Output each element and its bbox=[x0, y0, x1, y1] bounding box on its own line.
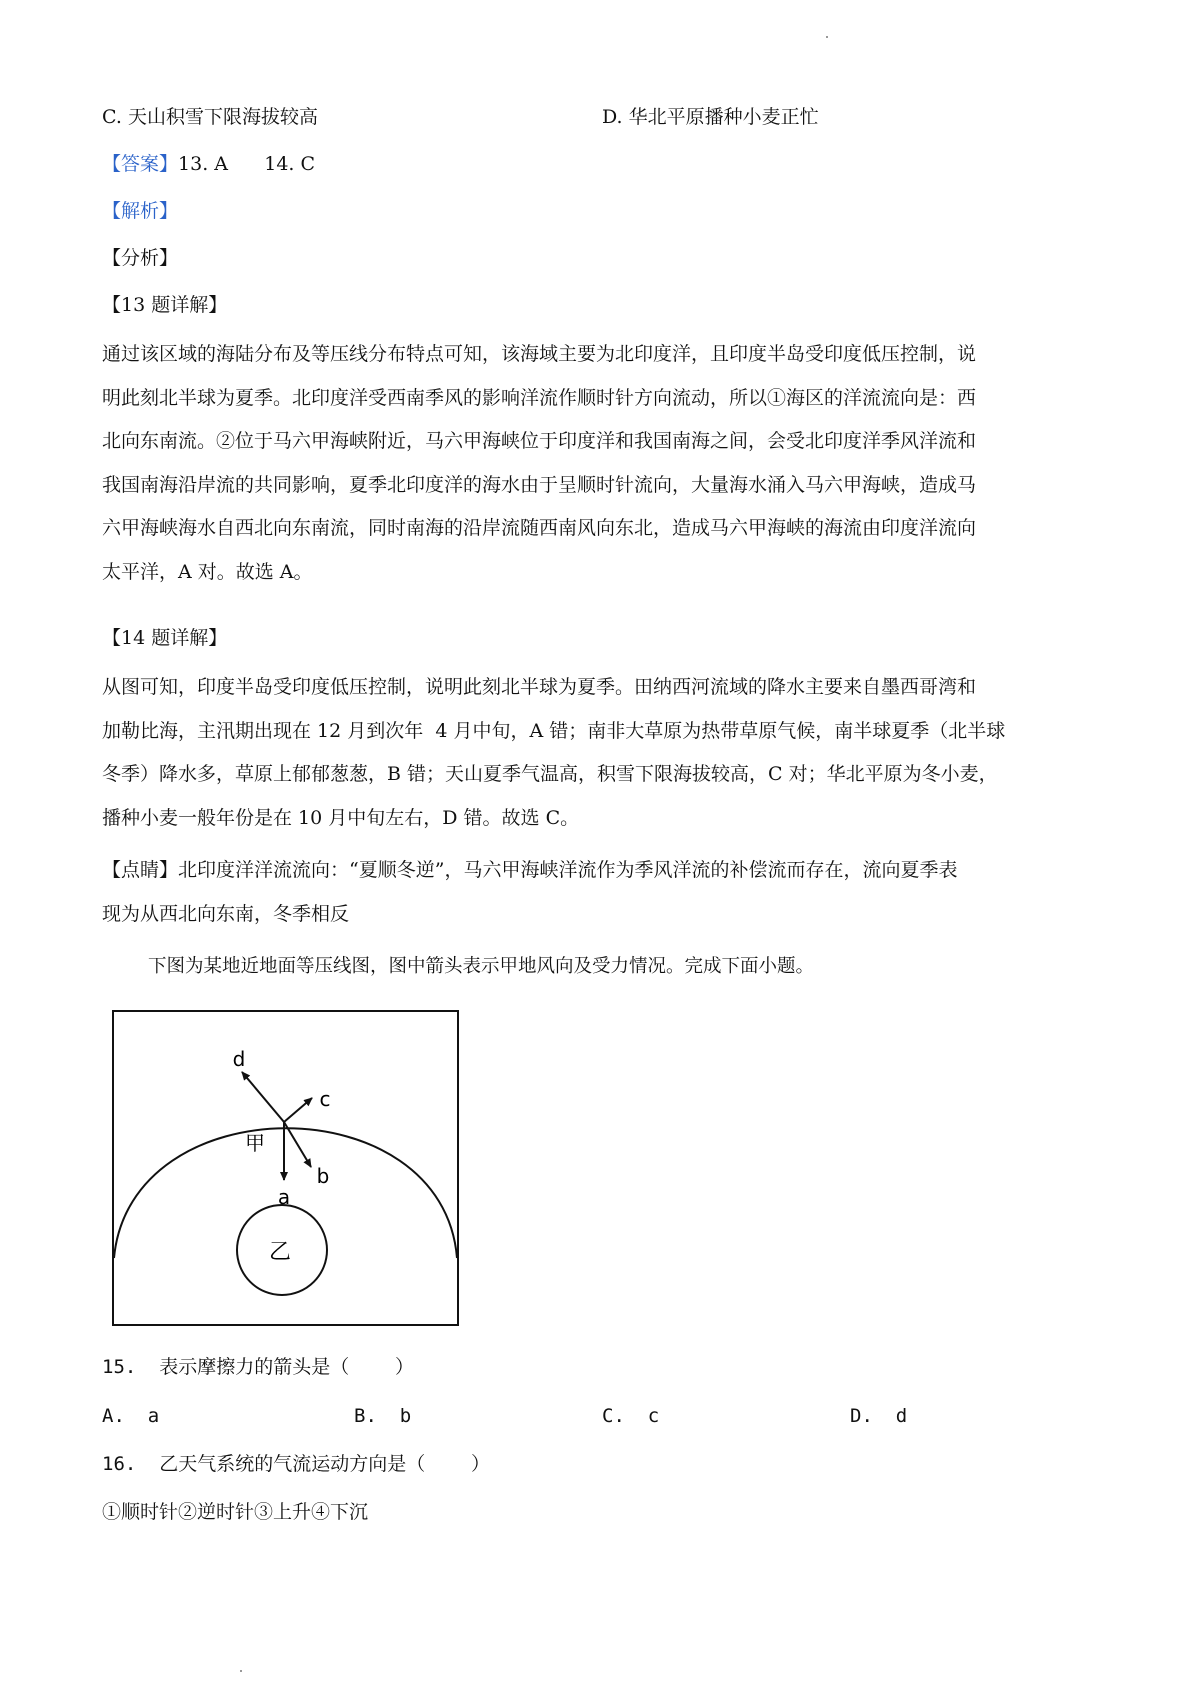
isobar-figure bbox=[112, 1010, 462, 1328]
answer-text: 13. A 14. C bbox=[178, 153, 316, 175]
arrow-c bbox=[284, 1098, 312, 1122]
q16-stem: 16. 乙天气系统的气流运动方向是（ ） bbox=[102, 1453, 490, 1475]
q13-line: 我国南海沿岸流的共同影响，夏季北印度洋的海水由于呈顺时针流向，大量海水涌入马六甲海峡，造成马 bbox=[102, 473, 977, 496]
arrow-d bbox=[242, 1072, 284, 1122]
q14-line: 冬季）降水多，草原上郁郁葱葱，B 错；天山夏季气温高，积雪下限海拔较高，C 对；华北平原为冬小麦， bbox=[102, 763, 998, 785]
q13-line: 通过该区域的海陆分布及等压线分布特点可知，该海域主要为北印度洋，且印度半岛受印度低压控制，说 bbox=[102, 343, 977, 365]
label-d: d bbox=[232, 1047, 246, 1071]
fenxi-label: 【分析】 bbox=[102, 247, 179, 269]
q15-stem: 15. 表示摩擦力的箭头是（ ） bbox=[102, 1356, 414, 1378]
label-b: b bbox=[316, 1164, 330, 1188]
q15-option-a[interactable]: A. a bbox=[102, 1405, 160, 1427]
q14-explanation bbox=[102, 666, 1102, 840]
dianjing-block bbox=[102, 849, 1102, 936]
q15-option-c[interactable]: C. c bbox=[602, 1405, 660, 1427]
q13-heading: 【13 题详解】 bbox=[102, 294, 228, 316]
q13-line: 北向东南流。②位于马六甲海峡附近，马六甲海峡位于印度洋和我国南海之间，会受北印度洋季风洋流和 bbox=[102, 430, 977, 452]
dianjing-line2: 现为从西北向东南，冬季相反 bbox=[102, 902, 350, 925]
q13-line: 明此刻北半球为夏季。北印度洋受西南季风的影响洋流作顺时针方向流动，所以①海区的洋流流向是：西 bbox=[102, 386, 977, 409]
figure-frame bbox=[113, 1011, 458, 1325]
label-a: a bbox=[277, 1185, 291, 1209]
q16-choices: ①顺时针②逆时针③上升④下沉 bbox=[102, 1501, 369, 1523]
label-yi: 乙 bbox=[268, 1240, 292, 1265]
label-jia: 甲 bbox=[245, 1131, 265, 1155]
option-c-q14: C. 天山积雪下限海拔较高 bbox=[102, 106, 318, 128]
q14-heading: 【14 题详解】 bbox=[102, 627, 228, 649]
dianjing-text: 北印度洋洋流流向：“夏顺冬逆”，马六甲海峡洋流作为季风洋流的补偿流而存在，流向夏季表 bbox=[178, 859, 958, 881]
q15-option-d[interactable]: D. d bbox=[850, 1405, 908, 1427]
dianjing-label: 【点睛】 bbox=[102, 859, 179, 881]
q14-line: 播种小麦一般年份是在 10 月中旬左右，D 错。故选 C。 bbox=[102, 806, 580, 829]
scan-speck bbox=[240, 1670, 242, 1672]
figure-intro: 下图为某地近地面等压线图，图中箭头表示甲地风向及受力情况。完成下面小题。 bbox=[148, 956, 815, 977]
q13-line: 太平洋，A 对。故选 A。 bbox=[102, 560, 313, 583]
answer-label: 【答案】 bbox=[102, 153, 179, 175]
option-d-q14: D. 华北平原播种小麦正忙 bbox=[602, 106, 819, 128]
q14-line: 从图可知，印度半岛受印度低压控制，说明此刻北半球为夏季。田纳西河流域的降水主要来自墨西哥湾和 bbox=[102, 676, 977, 698]
q15-option-b[interactable]: B. b bbox=[354, 1405, 412, 1427]
analysis-label: 【解析】 bbox=[102, 200, 179, 222]
q14-line: 加勒比海，主汛期出现在 12 月到次年 4 月中旬，A 错；南非大草原为热带草原气候，南半球夏季（北半球 bbox=[102, 719, 1006, 742]
answer-line bbox=[102, 153, 315, 175]
scan-speck bbox=[826, 36, 828, 38]
q13-explanation bbox=[102, 333, 1102, 594]
label-c: c bbox=[319, 1087, 331, 1111]
dianjing-line1 bbox=[102, 849, 1102, 893]
q13-line: 六甲海峡海水自西北向东南流，同时南海的沿岸流随西南风向东北，造成马六甲海峡的海流由印度洋流向 bbox=[102, 517, 977, 539]
